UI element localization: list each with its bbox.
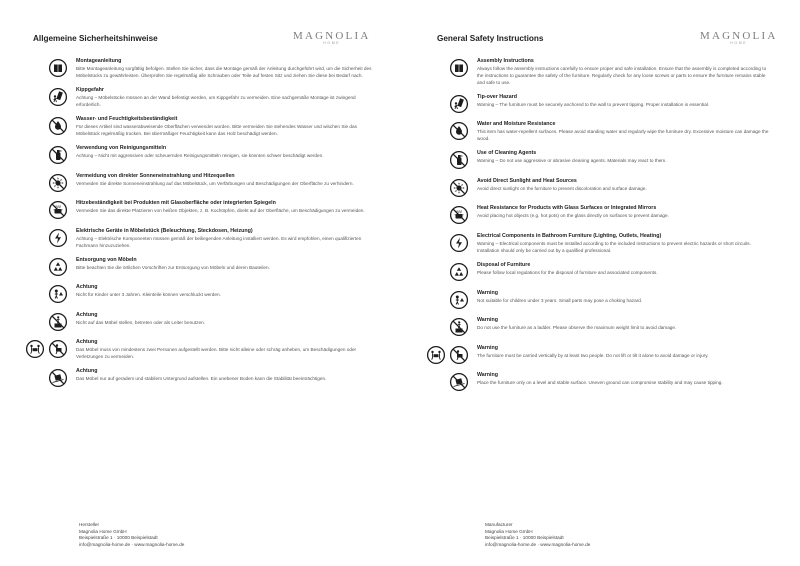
safety-item bbox=[22, 145, 372, 165]
recycle-icon bbox=[449, 262, 469, 282]
item-body: Not suitable for children under 3 years. Small parts may pose a choking hazard. bbox=[477, 297, 643, 303]
safety-item bbox=[423, 233, 773, 255]
item-text bbox=[477, 94, 709, 114]
item-body: Achtung – Nicht mit aggressiven oder scheuernden Reinigungsmitteln reinigen, sie könnten schwer beschädigt werden. bbox=[76, 153, 324, 159]
safety-item bbox=[423, 262, 773, 282]
safety-item bbox=[423, 150, 773, 170]
item-text bbox=[76, 257, 270, 277]
item-body: Avoid placing hot objects (e.g. hot pots) on the glass directly on surfaces to prevent damage. bbox=[477, 213, 669, 219]
no-sun-icon bbox=[48, 173, 68, 193]
item-body: Always follow the assembly instructions carefully to ensure proper and safe installation. Ensure that the assembly is completed according to the instructions to guarantee the safety of the furniture. Regularly check for any loose screws or parts to ensure the furniture remains stable and safe to use. bbox=[477, 66, 767, 85]
item-body: Das Möbel nur auf geradem und stabilem Untergrund aufstellen. Ein unebener Boden kann die Stabilität beeinträchtigen. bbox=[76, 376, 327, 382]
safety-list bbox=[423, 58, 773, 400]
icon-group bbox=[22, 284, 68, 304]
item-text bbox=[76, 173, 354, 193]
icon-group bbox=[423, 345, 469, 365]
icon-group bbox=[22, 200, 68, 220]
item-heading: Warning bbox=[477, 289, 498, 296]
item-heading: Tip-over Hazard bbox=[477, 93, 517, 100]
icon-group bbox=[423, 58, 469, 86]
page-english bbox=[400, 0, 800, 566]
safety-item bbox=[423, 121, 773, 143]
child-warning-icon bbox=[449, 290, 469, 310]
item-body: This item has water-repellent surfaces. Please avoid standing water and regularly wipe the furniture dry. Excessive moisture can damage the wood. bbox=[477, 129, 769, 142]
page-title: Allgemeine Sicherheitshinweise bbox=[33, 34, 158, 43]
item-body: Vermeiden Sie direkte Sonneneinstrahlung auf das Möbelstück, um Verfärbungen und Beschädigungen der Oberfläche zu verhindern. bbox=[76, 180, 354, 186]
item-text bbox=[76, 200, 365, 220]
item-body: Avoid direct sunlight on the furniture to prevent discoloration and surface damage. bbox=[477, 185, 647, 191]
logo-tagline: HOME bbox=[730, 41, 748, 45]
item-heading: Kippgefahr bbox=[76, 87, 104, 94]
safety-item bbox=[423, 58, 773, 86]
item-text bbox=[76, 116, 372, 138]
item-body: Nicht für Kinder unter 3 Jahren. Kleinteile können verschluckt werden. bbox=[76, 292, 221, 298]
logo-tagline: HOME bbox=[323, 41, 341, 45]
safety-item bbox=[22, 368, 372, 388]
no-heat-icon bbox=[48, 200, 68, 220]
icon-group bbox=[423, 290, 469, 310]
item-body: Nicht auf das Möbel stellen, betreten oder als Leiter benutzen. bbox=[76, 319, 205, 325]
two-person-icon bbox=[25, 339, 45, 359]
safety-item bbox=[22, 173, 372, 193]
icon-group bbox=[22, 257, 68, 277]
item-body: Warning – Electrical components must be installed according to the included instructions to prevent electric hazards or short circuits. Installation should only be carried out by a qualified professional. bbox=[477, 240, 751, 253]
item-text bbox=[76, 312, 205, 332]
no-water-icon bbox=[48, 116, 68, 136]
footer-line: Magnolia Home GmbH bbox=[79, 528, 127, 534]
item-heading: Montageanleitung bbox=[76, 58, 122, 64]
item-heading: Disposal of Furniture bbox=[477, 262, 531, 269]
footer-line: info@magnolia-home.de · www.magnolia-home.de bbox=[79, 541, 185, 547]
no-climb-icon bbox=[48, 312, 68, 332]
item-text bbox=[477, 150, 667, 170]
footer-line: Beispielstraße 1 · 10000 Beispielstadt bbox=[79, 535, 158, 541]
no-single-icon bbox=[449, 345, 469, 365]
item-body: Achtung – Elektrische Komponenten müssen gemäß der beiliegenden Anleitung installiert werden. Es wird empfohlen, einen qualifizierten Fachmann hinzuzuziehen. bbox=[76, 235, 362, 248]
safety-item bbox=[423, 205, 773, 225]
no-cleaner-icon bbox=[48, 145, 68, 165]
item-heading: Avoid Direct Sunlight and Heat Sources bbox=[477, 177, 577, 184]
safety-list bbox=[22, 58, 372, 396]
safety-item bbox=[423, 178, 773, 198]
safety-item bbox=[423, 317, 773, 337]
item-text bbox=[477, 372, 723, 392]
no-cleaner-icon bbox=[449, 150, 469, 170]
no-single-icon bbox=[48, 339, 68, 359]
safety-item bbox=[22, 200, 372, 220]
item-body: The furniture must be carried vertically by at least two people. Do not lift or tilt it alone to avoid damage or injury. bbox=[477, 352, 709, 358]
book-icon bbox=[48, 58, 68, 78]
item-body: Vermeiden Sie das direkte Platzieren von heißen Objekten, z. B. Kochtöpfen, direkt auf der Oberfläche, um Beschädigungen zu vermeiden. bbox=[76, 208, 365, 214]
icon-group bbox=[423, 262, 469, 282]
item-heading: Vermeidung von direkter Sonneneinstrahlung und Hitzequellen bbox=[76, 172, 235, 179]
electric-icon bbox=[449, 233, 469, 253]
item-heading: Achtung bbox=[76, 311, 98, 318]
manufacturer-info bbox=[485, 522, 590, 548]
icon-group bbox=[22, 228, 68, 250]
item-heading: Achtung bbox=[76, 284, 98, 291]
item-text bbox=[477, 262, 658, 282]
item-body: Warning – Do not use aggressive or abrasive cleaning agents. Materials may react to them. bbox=[477, 158, 667, 164]
icon-group bbox=[22, 312, 68, 332]
book-icon bbox=[449, 58, 469, 78]
item-body: Das Möbel muss von mindestens zwei Personen aufgestellt werden. Bitte nicht alleine oder schräg anheben, um Beschädigungen oder Verletzungen zu vermeiden. bbox=[76, 347, 357, 360]
item-text bbox=[76, 284, 221, 304]
icon-group bbox=[423, 233, 469, 255]
item-heading: Electrical Components in Bathroom Furniture (Lighting, Outlets, Heating) bbox=[477, 232, 662, 239]
icon-group bbox=[423, 94, 469, 114]
item-heading: Warning bbox=[477, 344, 498, 351]
item-text bbox=[477, 233, 773, 255]
safety-item bbox=[423, 290, 773, 310]
safety-item bbox=[22, 339, 372, 361]
no-sun-icon bbox=[449, 178, 469, 198]
child-warning-icon bbox=[48, 284, 68, 304]
item-heading: Wasser- und Feuchtigkeitsbeständigkeit bbox=[76, 116, 178, 123]
logo-wordmark: MAGNOLIA bbox=[700, 30, 778, 42]
item-heading: Elektrische Geräte in Möbelstück (Beleuchtung, Steckdosen, Heizung) bbox=[76, 227, 253, 234]
footer-line: Hersteller bbox=[79, 522, 100, 527]
icon-group bbox=[22, 339, 68, 361]
item-body: Warning – The furniture must be securely anchored to the wall to prevent tipping. Proper installation is essential. bbox=[477, 101, 710, 107]
icon-group bbox=[423, 178, 469, 198]
item-body: Do not use the furniture as a ladder. Please observe the maximum weight limit to avoid damage. bbox=[477, 325, 677, 331]
icon-group bbox=[22, 58, 68, 80]
icon-group bbox=[22, 87, 68, 109]
item-heading: Water and Moisture Resistance bbox=[477, 121, 556, 128]
safety-item bbox=[423, 94, 773, 114]
item-heading: Hitzebeständigkeit bei Produkten mit Glasoberfläche oder integrierten Spiegeln bbox=[76, 200, 276, 207]
item-text bbox=[76, 145, 324, 165]
safety-item bbox=[22, 284, 372, 304]
item-heading: Warning bbox=[477, 372, 498, 379]
item-text bbox=[76, 228, 372, 250]
item-heading: Achtung bbox=[76, 339, 98, 346]
icon-group bbox=[423, 121, 469, 143]
icon-group bbox=[22, 116, 68, 138]
item-body: Achtung – Möbelstücke müssen an der Wand befestigt werden, um Kippgefahr zu vermeiden. Eine sachgemäße Montage ist zwingend erforderlich. bbox=[76, 95, 356, 107]
safety-item bbox=[22, 87, 372, 109]
footer-line: Magnolia Home GmbH bbox=[485, 528, 533, 534]
footer-line: Manufacturer bbox=[485, 522, 513, 527]
item-heading: Achtung bbox=[76, 368, 98, 375]
no-slope-icon bbox=[449, 372, 469, 392]
manufacturer-info bbox=[79, 522, 184, 548]
tipping-icon bbox=[449, 94, 469, 114]
icon-group bbox=[423, 372, 469, 392]
brand-logo bbox=[700, 30, 777, 45]
logo-wordmark: MAGNOLIA bbox=[293, 30, 371, 42]
page-title: General Safety Instructions bbox=[437, 34, 544, 43]
item-body: Bitte beachten Sie die örtlichen Vorschriften zur Entsorgung von Möbeln und deren Bauteilen. bbox=[76, 264, 270, 270]
brand-logo bbox=[293, 30, 370, 45]
safety-item bbox=[423, 372, 773, 392]
recycle-icon bbox=[48, 257, 68, 277]
icon-group bbox=[22, 368, 68, 388]
item-heading: Entsorgung von Möbeln bbox=[76, 256, 137, 263]
item-text bbox=[477, 345, 709, 365]
item-text bbox=[76, 339, 372, 361]
item-heading: Heat Resistance for Products with Glass Surfaces or Integrated Mirrors bbox=[477, 205, 657, 212]
icon-group bbox=[423, 150, 469, 170]
icon-group bbox=[423, 317, 469, 337]
two-person-icon bbox=[426, 345, 446, 365]
item-text bbox=[477, 58, 773, 86]
safety-item bbox=[22, 312, 372, 332]
safety-item bbox=[22, 116, 372, 138]
no-water-icon bbox=[449, 121, 469, 141]
footer-line: info@magnolia-home.de · www.magnolia-home.de bbox=[485, 541, 591, 547]
item-body: Please follow local regulations for the disposal of furniture and associated components. bbox=[477, 270, 658, 276]
item-text bbox=[477, 178, 647, 198]
safety-item bbox=[22, 228, 372, 250]
footer-line: Beispielstraße 1 · 10000 Beispielstadt bbox=[485, 535, 564, 541]
item-text bbox=[76, 368, 326, 388]
item-text bbox=[477, 317, 676, 337]
item-heading: Assembly Instructions bbox=[477, 58, 534, 64]
safety-item bbox=[22, 58, 372, 80]
tipping-icon bbox=[48, 87, 68, 107]
item-body: Für dieses Artikel sind wasserabweisende Oberflächen verwendet worden. Bitte vermeiden Sie stehendes Wasser und wischen Sie das Möbelstück regelmäßig trocken. Bei übermäßiger Feuchtigkeit kann das Holz beschädigt werden. bbox=[76, 124, 357, 136]
electric-icon bbox=[48, 228, 68, 248]
item-heading: Verwendung von Reinigungsmitteln bbox=[76, 145, 167, 152]
item-text bbox=[76, 87, 372, 109]
item-text bbox=[477, 290, 642, 310]
icon-group bbox=[22, 173, 68, 193]
item-text bbox=[477, 121, 773, 143]
item-text bbox=[477, 205, 669, 225]
safety-item bbox=[22, 257, 372, 277]
no-slope-icon bbox=[48, 368, 68, 388]
no-heat-icon bbox=[449, 205, 469, 225]
item-body: Bitte Montageanleitung sorgfältig befolgen. Stellen Sie sicher, dass die Montage gemäß der Anleitung durchgeführt wird, um die Sicherheit des Möbelstücks zu gewährleisten. Überprüfen Sie regelmäßig alle Schrauben oder Teile auf festen Sitz und ziehen Sie diese bei Bedarf nach. bbox=[76, 66, 372, 78]
item-body: Place the furniture only on a level and stable surface. Uneven ground can compromise stability and may cause tipping. bbox=[477, 380, 723, 386]
item-heading: Use of Cleaning Agents bbox=[477, 150, 537, 157]
item-text bbox=[76, 58, 372, 80]
item-heading: Warning bbox=[477, 317, 498, 324]
safety-item bbox=[423, 345, 773, 365]
no-climb-icon bbox=[449, 317, 469, 337]
icon-group bbox=[423, 205, 469, 225]
icon-group bbox=[22, 145, 68, 165]
